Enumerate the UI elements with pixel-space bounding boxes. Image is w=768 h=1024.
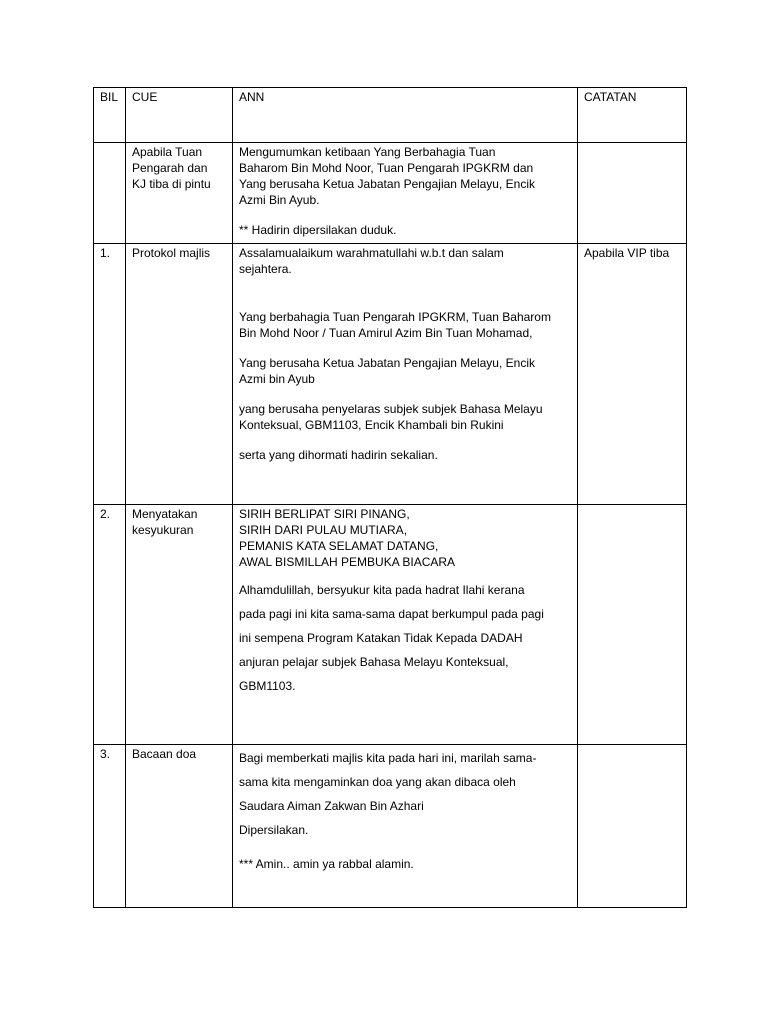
cue-line: Protokol majlis xyxy=(132,246,211,260)
cue-line: Pengarah dan xyxy=(132,161,208,175)
ann-line: Saudara Aiman Zakwan Bin Azhari xyxy=(239,799,424,813)
ann-line: Yang berusaha Ketua Jabatan Pengajian Melayu, Encik xyxy=(239,177,535,191)
header-bil: BIL xyxy=(94,88,126,143)
table-header-row xyxy=(94,88,687,143)
ann-line: sama kita mengaminkan doa yang akan dibaca oleh xyxy=(239,775,516,789)
cell-cue xyxy=(126,745,233,908)
cue-line: KJ tiba di pintu xyxy=(132,177,211,191)
cell-catatan: Apabila VIP tiba xyxy=(578,244,687,505)
cell-cue xyxy=(126,143,233,244)
cue-line: Apabila Tuan xyxy=(132,145,203,159)
table-row xyxy=(94,143,687,244)
table-row xyxy=(94,244,687,505)
cell-catatan xyxy=(578,745,687,908)
ann-closing: *** Amin.. amin ya rabbal alamin. xyxy=(239,857,414,871)
ann-line: GBM1103. xyxy=(239,679,296,693)
ann-line: Yang berusaha Ketua Jabatan Pengajian Melayu, Encik xyxy=(239,356,535,370)
cell-bil: 1. xyxy=(94,244,126,505)
cell-bil xyxy=(94,143,126,244)
ann-line: Bin Mohd Noor / Tuan Amirul Azim Bin Tuan Mohamad, xyxy=(239,326,533,340)
ann-line: Baharom Bin Mohd Noor, Tuan Pengarah IPGKRM dan xyxy=(239,161,534,175)
table-row xyxy=(94,745,687,908)
ann-line: Mengumumkan ketibaan Yang Berbahagia Tuan xyxy=(239,145,496,159)
cell-catatan xyxy=(578,143,687,244)
ann-line: Assalamualaikum warahmatullahi w.b.t dan salam xyxy=(239,246,504,260)
pantun-line: SIRIH DARI PULAU MUTIARA, xyxy=(239,523,408,537)
pantun-line: SIRIH BERLIPAT SIRI PINANG, xyxy=(239,507,410,521)
cell-ann xyxy=(233,244,578,505)
cell-ann xyxy=(233,505,578,745)
cell-bil: 3. xyxy=(94,745,126,908)
ann-line: Konteksual, GBM1103, Encik Khambali bin Rukini xyxy=(239,418,504,432)
ann-line: anjuran pelajar subjek Bahasa Melayu Konteksual, xyxy=(239,655,509,669)
ann-line: pada pagi ini kita sama-sama dapat berkumpul pada pagi xyxy=(239,607,544,621)
ann-line: ini sempena Program Katakan Tidak Kepada DADAH xyxy=(239,631,523,645)
cue-line: kesyukuran xyxy=(132,523,194,537)
ann-line: serta yang dihormati hadirin sekalian. xyxy=(239,448,438,462)
ann-line: Yang berbahagia Tuan Pengarah IPGKRM, Tuan Baharom xyxy=(239,310,551,324)
cue-line: Menyatakan xyxy=(132,507,198,521)
cell-ann xyxy=(233,143,578,244)
pantun-line: AWAL BISMILLAH PEMBUKA BIACARA xyxy=(239,555,456,569)
cell-cue xyxy=(126,244,233,505)
cell-catatan xyxy=(578,505,687,745)
ann-line: Azmi Bin Ayub. xyxy=(239,193,320,207)
cell-bil: 2. xyxy=(94,505,126,745)
table-row xyxy=(94,505,687,745)
header-ann: ANN xyxy=(233,88,578,143)
ann-line: Dipersilakan. xyxy=(239,823,309,837)
cue-line: Bacaan doa xyxy=(132,747,197,761)
ann-line: Bagi memberkati majlis kita pada hari ini, marilah sama- xyxy=(239,751,537,765)
ann-line: Alhamdulillah, bersyukur kita pada hadrat Ilahi kerana xyxy=(239,583,525,597)
ann-line: Azmi bin Ayub xyxy=(239,372,315,386)
ann-line: yang berusaha penyelaras subjek subjek Bahasa Melayu xyxy=(239,402,543,416)
header-cue: CUE xyxy=(126,88,233,143)
ceremony-script-table xyxy=(93,87,687,908)
ann-note: ** Hadirin dipersilakan duduk. xyxy=(239,223,397,237)
pantun-line: PEMANIS KATA SELAMAT DATANG, xyxy=(239,539,439,553)
cell-ann xyxy=(233,745,578,908)
cell-cue xyxy=(126,505,233,745)
ann-line: sejahtera. xyxy=(239,262,292,276)
header-catatan: CATATAN xyxy=(578,88,687,143)
